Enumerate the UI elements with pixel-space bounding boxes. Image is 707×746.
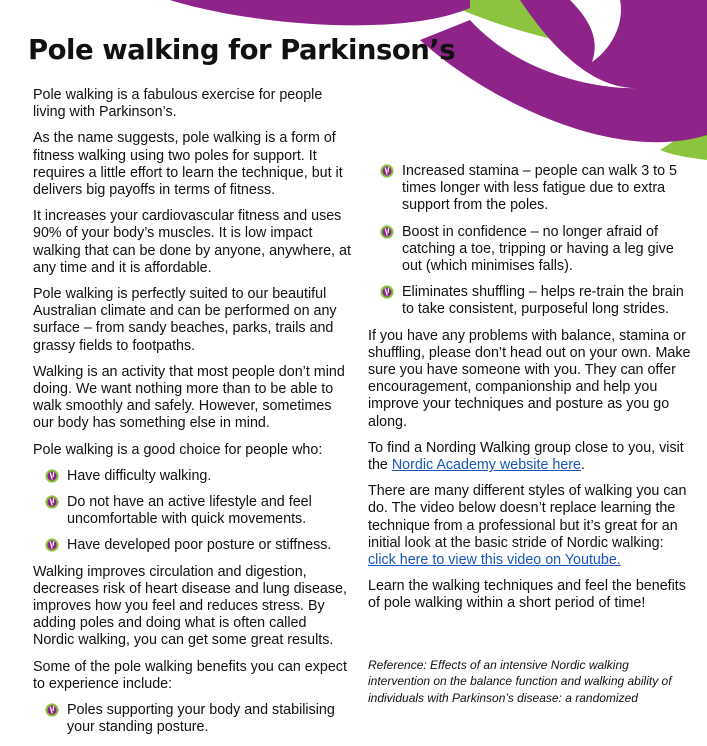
find-group-text: To find a Nording Walking group close to you, visit the bbox=[368, 439, 684, 474]
fitness-paragraph: It increases your cardiovascular fitness and uses 90% of your body’s muscles. It is low impact walking that can be done by anyone, anywhere, at any time and it is affordable. bbox=[33, 208, 351, 276]
intro-paragraph: Pole walking is a fabulous exercise for people living with Parkinson’s. bbox=[33, 87, 323, 121]
benefits-list bbox=[368, 163, 694, 319]
right-column bbox=[368, 163, 694, 715]
list-item bbox=[33, 494, 351, 528]
video-paragraph bbox=[368, 483, 694, 569]
list-item bbox=[33, 702, 351, 736]
benefits-intro-paragraph: Some of the pole walking benefits you can expect to experience include: bbox=[33, 658, 347, 692]
list-item-text: Eliminates shuffling – helps re-train the brain to take consistent, purposeful long strides. bbox=[402, 284, 684, 318]
nordic-academy-link[interactable]: Nordic Academy website here bbox=[391, 457, 581, 474]
list-item-text: Boost in confidence – no longer afraid of catching a toe, tripping or having a leg give out (which minimises falls). bbox=[402, 223, 674, 275]
list-item bbox=[368, 224, 694, 276]
list-item-text: Have difficulty walking. bbox=[67, 467, 212, 484]
find-group-paragraph bbox=[368, 440, 694, 474]
circulation-paragraph: Walking improves circulation and digestion, decreases risk of heart disease and lung disease, improves how you feel and reduces stress. By adding poles and doing what is often called Nordic walking, you can get some great results. bbox=[33, 563, 347, 649]
list-item bbox=[368, 163, 694, 215]
who-list bbox=[33, 468, 351, 555]
purple-swoosh bbox=[420, 0, 707, 142]
climate-paragraph: Pole walking is perfectly suited to our beautiful Australian climate and can be performed on any surface – from sandy beaches, parks, trails and grassy fields to footpaths. bbox=[33, 286, 337, 354]
pole-walker-icon bbox=[45, 703, 59, 717]
list-item-text: Increased stamina – people can walk 3 to 5 times longer with less fatigue due to extra support from the poles. bbox=[402, 163, 677, 214]
good-choice-paragraph: Pole walking is a good choice for people who: bbox=[33, 441, 323, 458]
pole-walker-icon bbox=[45, 469, 59, 483]
definition-paragraph: As the name suggests, pole walking is a form of fitness walking using two poles for support. It requires a little effort to learn the technique, but it delivers big payoffs in terms of fitness. bbox=[33, 130, 343, 199]
find-group-end: . bbox=[581, 457, 585, 474]
video-text: There are many different styles of walking you can do. The video below doesn’t replace learning the technique from a professional but it’s great for an initial look at the basic stride of Nordic walking: bbox=[368, 483, 687, 551]
learn-paragraph: Learn the walking techniques and feel the benefits of pole walking within a short period of time! bbox=[368, 578, 686, 612]
pole-walker-icon bbox=[45, 495, 59, 509]
list-item-text: Do not have an active lifestyle and feel uncomfortable with quick movements. bbox=[67, 494, 312, 528]
purple-top-band bbox=[170, 0, 470, 25]
pole-walker-icon bbox=[380, 164, 394, 178]
pole-walker-icon bbox=[45, 538, 59, 552]
pole-walker-icon bbox=[380, 225, 394, 239]
reference-note: Reference: Effects of an intensive Nordic walking intervention on the balance function and walking ability of individuals with Parkinson’s disease: a randomized bbox=[368, 657, 672, 705]
list-item bbox=[33, 537, 351, 554]
list-item bbox=[368, 284, 694, 318]
youtube-video-link[interactable]: click here to view this video on Youtube. bbox=[368, 552, 621, 569]
list-item-text: Have developed poor posture or stiffness. bbox=[67, 537, 332, 554]
list-item-text: Poles supporting your body and stabilising your standing posture. bbox=[67, 702, 335, 736]
left-column bbox=[33, 87, 351, 746]
balance-paragraph: If you have any problems with balance, stamina or shuffling, please don’t head out on your own. Make sure you have someone with you. They can offer encouragement, companionship and help you improve your techniques and posture as you go along. bbox=[368, 327, 691, 430]
page-title: Pole walking for Parkinson’s bbox=[28, 34, 456, 66]
pole-walker-icon bbox=[380, 285, 394, 299]
benefits-list-start bbox=[33, 702, 351, 736]
walking-activity-paragraph: Walking is an activity that most people don’t mind doing. We want nothing more than to be able to walk smoothly and safely. However, sometimes our body has something else in mind. bbox=[33, 363, 345, 432]
list-item bbox=[33, 468, 351, 485]
